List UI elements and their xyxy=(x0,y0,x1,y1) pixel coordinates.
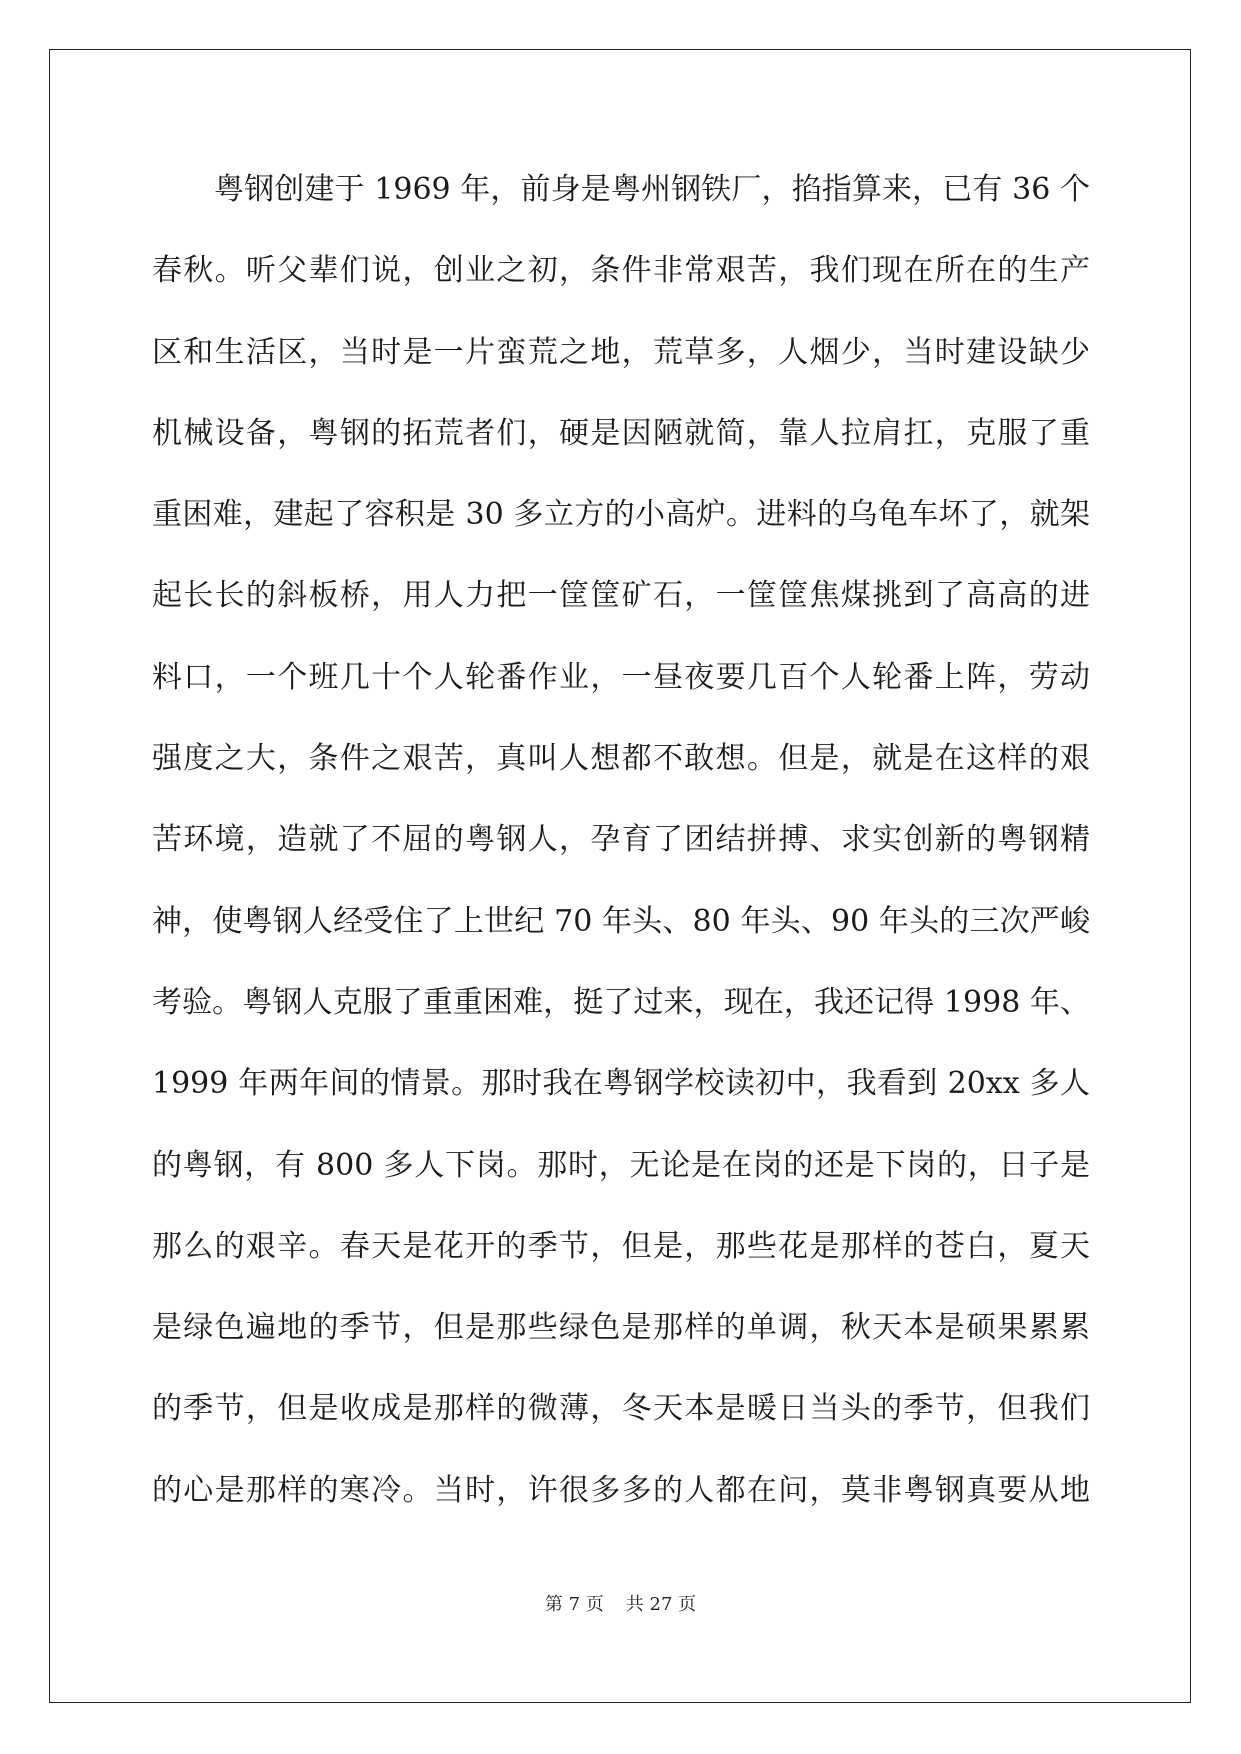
text-line-14: 那么的艰辛。春天是花开的季节，但是，那些花是那样的苍白，夏天 xyxy=(152,1228,1090,1264)
text-line-1: 粤钢创建于 1969 年，前身是粤州钢铁厂，掐指算来，已有 36 个 xyxy=(214,172,1090,207)
text-line-2: 春秋。听父辈们说，创业之初，条件非常艰苦，我们现在所在的生产 xyxy=(152,253,1090,289)
text-line-6: 起长长的斜板桥，用人力把一筐筐矿石，一筐筐焦煤挑到了高高的进 xyxy=(152,578,1090,614)
text-line-4: 机械设备，粤钢的拓荒者们，硬是因陋就简，靠人拉肩扛，克服了重 xyxy=(152,415,1090,451)
text-line-10: 神，使粤钢人经受住了上世纪 70 年头、80 年头、90 年头的三次严峻 xyxy=(152,903,1090,939)
text-line-13: 的粤钢，有 800 多人下岗。那时，无论是在岗的还是下岗的，日子是 xyxy=(152,1147,1090,1183)
body-text xyxy=(152,160,1090,1542)
page-number: 第 7 页 xyxy=(544,1594,604,1615)
text-line-15: 是绿色遍地的季节，但是那些绿色是那样的单调，秋天本是硕果累累 xyxy=(152,1310,1090,1346)
page-footer xyxy=(0,1593,1241,1617)
text-line-11: 考验。粤钢人克服了重重困难，挺了过来，现在，我还记得 1998 年、 xyxy=(152,984,1090,1020)
text-line-3: 区和生活区，当时是一片蛮荒之地，荒草多，人烟少，当时建设缺少 xyxy=(152,334,1090,370)
text-line-8: 强度之大，条件之艰苦，真叫人想都不敢想。但是，就是在这样的艰 xyxy=(152,741,1090,777)
text-line-17: 的心是那样的寒冷。当时，许很多多的人都在问，莫非粤钢真要从地 xyxy=(152,1472,1090,1508)
text-line-5: 重困难，建起了容积是 30 多立方的小高炉。进料的乌龟车坏了，就架 xyxy=(152,497,1090,533)
text-line-7: 料口，一个班几十个人轮番作业，一昼夜要几百个人轮番上阵，劳动 xyxy=(152,659,1090,695)
page-total: 共 27 页 xyxy=(625,1594,697,1615)
text-line-9: 苦环境，造就了不屈的粤钢人，孕育了团结拼搏、求实创新的粤钢精 xyxy=(152,822,1090,858)
text-line-16: 的季节，但是收成是那样的微薄，冬天本是暖日当头的季节，但我们 xyxy=(152,1391,1090,1427)
text-line-12: 1999 年两年间的情景。那时我在粤钢学校读初中，我看到 20xx 多人 xyxy=(152,1066,1090,1102)
